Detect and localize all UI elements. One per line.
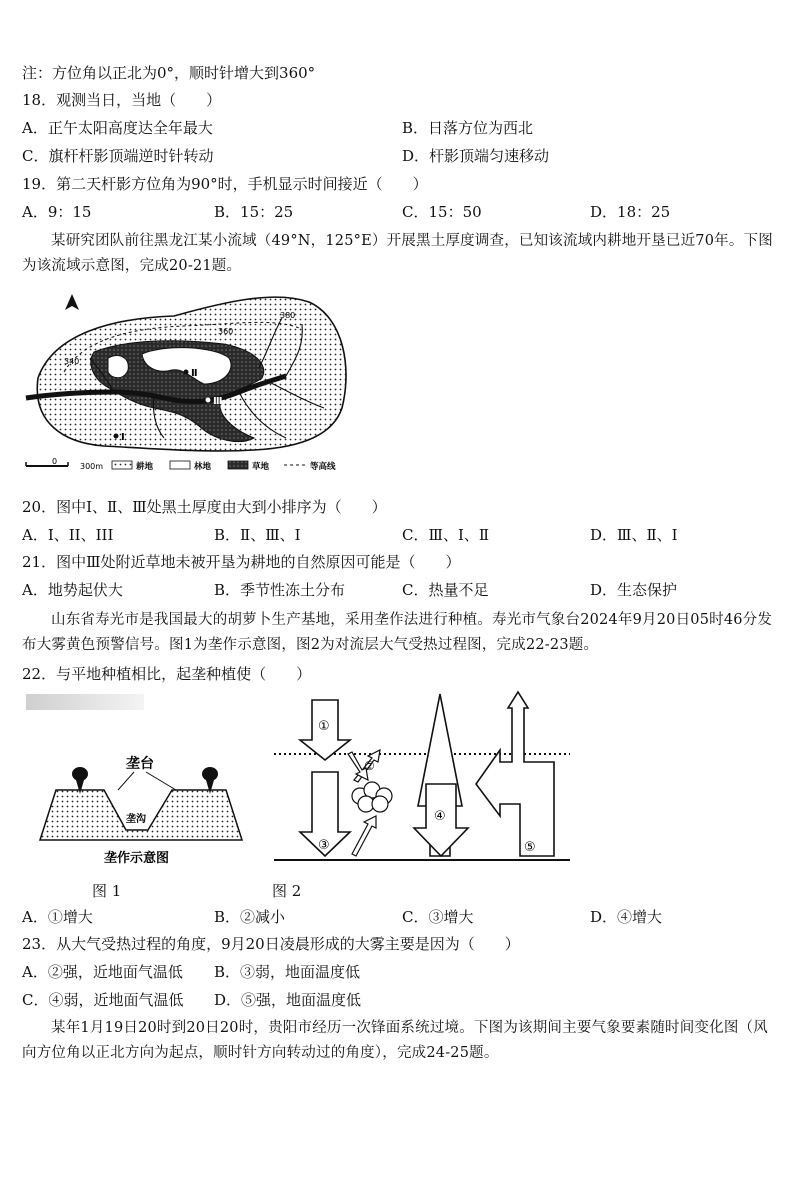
legend-forest: 林地	[194, 462, 212, 472]
watershed-map	[24, 288, 364, 484]
q18-stem: 18．观测当日，当地（ ）	[22, 91, 222, 109]
label-1: ①	[318, 719, 330, 734]
arrow-5-counter-radiation	[476, 692, 554, 856]
passage-24-25: 某年1月19日20时到20日20时，贵阳市经历一次锋面系统过境。下图为该期间主要气象要素随时间变化图（风向方位角以正北方向为起点，顺时针方向转动过的角度），完成24-25题。	[22, 1020, 768, 1061]
map-legend	[112, 461, 336, 472]
svg-text:0: 0	[52, 457, 58, 466]
site-ii: Ⅱ	[191, 368, 198, 379]
fig1-caption: 图 1	[92, 882, 122, 900]
ridge-cultivation-figure	[26, 690, 266, 875]
q19-option-a[interactable]: A．9：15	[22, 203, 92, 221]
scan-blur-bar	[26, 694, 144, 710]
q22-option-c[interactable]: C．③增大	[402, 908, 474, 926]
forest-region-west	[108, 356, 128, 378]
q19-option-d[interactable]: D．18：25	[590, 203, 671, 221]
site-i: Ⅰ	[121, 432, 125, 443]
q23-option-c[interactable]: C．④弱，近地面气温低	[22, 991, 184, 1009]
site-iii: Ⅲ	[213, 396, 223, 407]
contour-label-340: 340	[64, 357, 80, 366]
passage-22-23: 山东省寿光市是我国最大的胡萝卜生产基地，采用垄作法进行种植。寿光市气象台2024年9月20日05时46分发布大雾黄色预警信号。图1为垄作示意图，图2为对流层大气受热过程图，完成22-23题。	[22, 612, 773, 653]
legend-contour: 等高线	[310, 462, 336, 472]
legend-farmland: 耕地	[136, 462, 154, 472]
q19-option-c[interactable]: C．15：50	[402, 203, 482, 221]
contour-label-360: 360	[218, 327, 234, 336]
q19-option-b[interactable]: B．15：25	[214, 203, 294, 221]
label-5: ⑤	[524, 840, 536, 855]
q22-option-a[interactable]: A．①增大	[22, 908, 93, 926]
q18-option-d[interactable]: D．杆影顶端匀速移动	[402, 147, 550, 165]
fig1-title: 垄作示意图	[104, 851, 170, 866]
note-text: 注：方位角以正北为0°，顺时针增大到360°	[22, 64, 316, 82]
q18-option-b[interactable]: B．日落方位为西北	[402, 119, 534, 137]
atmospheric-heating-figure	[268, 688, 578, 868]
q20-option-d[interactable]: D．Ⅲ、Ⅱ、Ⅰ	[590, 526, 678, 544]
contour-label-380: 380	[280, 311, 296, 320]
q21-option-d[interactable]: D．生态保护	[590, 581, 678, 599]
furrow-label: 垄沟	[126, 814, 146, 825]
q20-option-b[interactable]: B．Ⅱ、Ⅲ、Ⅰ	[214, 526, 301, 544]
q18-option-c[interactable]: C．旗杆杆影顶端逆时针转动	[22, 147, 214, 165]
label-3: ③	[318, 838, 330, 853]
legend-grassland: 草地	[252, 462, 270, 472]
q19-stem: 19．第二天杆影方位角为90°时，手机显示时间接近（ ）	[22, 175, 428, 193]
arrow-ground-up-small	[352, 816, 376, 856]
label-4: ④	[434, 809, 446, 824]
q20-stem: 20．图中Ⅰ、Ⅱ、Ⅲ处黑土厚度由大到小排序为（ ）	[22, 498, 387, 516]
q18-option-a[interactable]: A．正午太阳高度达全年最大	[22, 119, 213, 137]
q21-stem: 21．图中Ⅲ处附近草地未被开垦为耕地的自然原因可能是（ ）	[22, 553, 461, 571]
q21-option-b[interactable]: B．季节性冻土分布	[214, 581, 346, 599]
fig2-caption: 图 2	[272, 882, 302, 900]
passage-20-21: 某研究团队前往黑龙江某小流域（49°N，125°E）开展黑土厚度调查，已知该流域内耕地开垦已近70年。下图为该流域示意图，完成20-21题。	[22, 233, 773, 274]
ridge-label: 垄台	[126, 756, 154, 772]
scale-bar	[26, 457, 68, 466]
q23-stem: 23．从大气受热过程的角度，9月20日凌晨形成的大雾主要是因为（ ）	[22, 935, 520, 953]
q22-option-d[interactable]: D．④增大	[590, 908, 663, 926]
q21-option-c[interactable]: C．热量不足	[402, 581, 489, 599]
q22-option-b[interactable]: B．②减小	[214, 908, 286, 926]
q23-option-b[interactable]: B．③弱，地面温度低	[214, 963, 361, 981]
q22-stem: 22．与平地种植相比，起垄种植使（ ）	[22, 665, 312, 683]
scale-label: 300m	[80, 462, 104, 471]
north-arrow-icon	[65, 294, 79, 310]
q20-option-c[interactable]: C．Ⅲ、Ⅰ、Ⅱ	[402, 526, 490, 544]
q23-option-d[interactable]: D．⑤强，地面温度低	[214, 991, 362, 1009]
q20-option-a[interactable]: A．Ⅰ、ⅠⅠ、ⅠⅠⅠ	[22, 526, 114, 544]
label-2: ②	[364, 759, 375, 773]
q21-option-a[interactable]: A．地势起伏大	[22, 581, 123, 599]
q23-option-a[interactable]: A．②强，近地面气温低	[22, 963, 183, 981]
cloud-icon	[352, 782, 392, 812]
